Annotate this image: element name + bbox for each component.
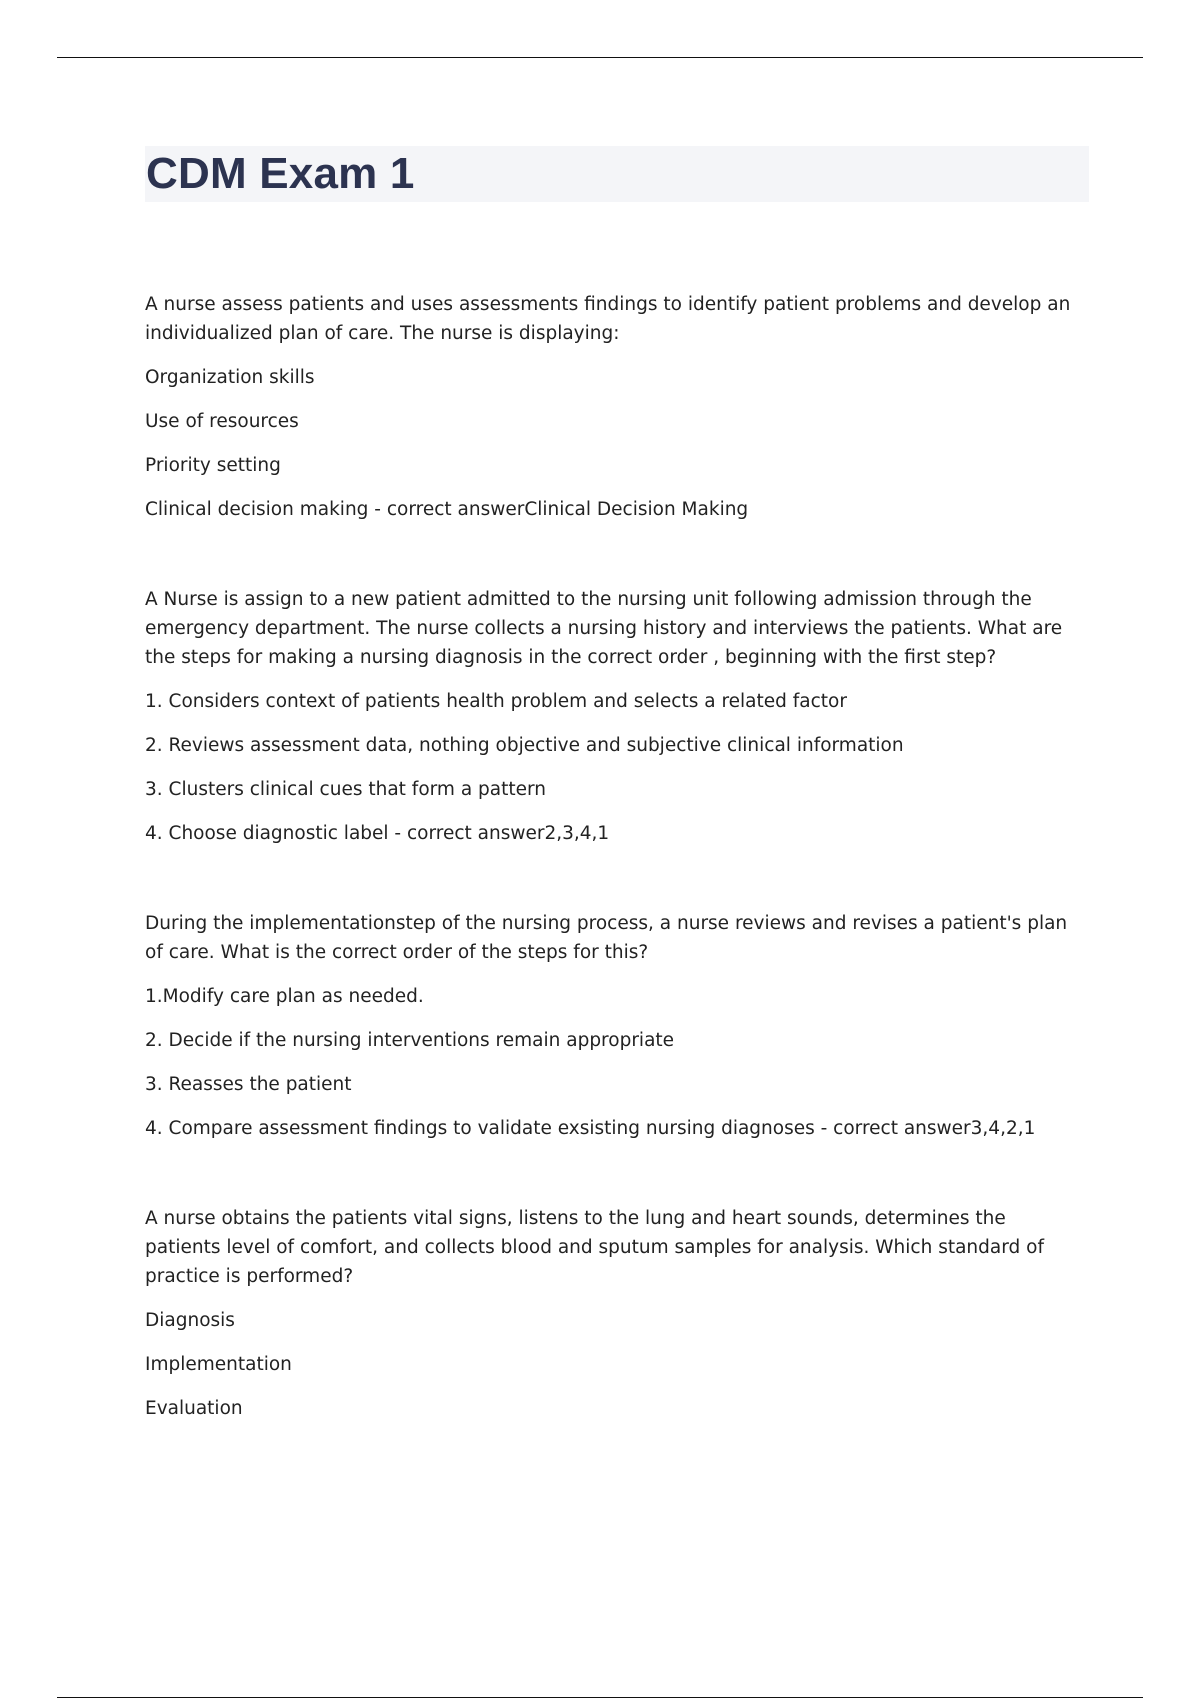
question-text: A Nurse is assign to a new patient admitted to the nursing unit following admission through the emergency department. The nurse collects a nursing history and interviews the patients. What are the steps for making a nursing diagnosis in the correct order , beginning with the first step? (145, 589, 1063, 668)
page-title: CDM Exam 1 (146, 149, 415, 198)
answer-option: 3. Clusters clinical cues that form a pattern (145, 779, 547, 800)
question-block-2 (145, 585, 1085, 848)
question-text: A nurse assess patients and uses assessments findings to identify patient problems and develop an individualized plan of care. The nurse is displaying: (145, 294, 1071, 344)
answer-option: 2. Reviews assessment data, nothing objective and subjective clinical information (145, 735, 904, 756)
answer-option: Priority setting (145, 455, 281, 476)
answer-option: 4. Compare assessment findings to validate exsisting nursing diagnoses - correct answer3,4,2,1 (145, 1118, 1036, 1139)
answer-option: 2. Decide if the nursing interventions remain appropriate (145, 1030, 675, 1051)
answer-option: Use of resources (145, 411, 299, 432)
question-block-1 (145, 290, 1085, 524)
question-block-3 (145, 909, 1085, 1143)
question-block-4 (145, 1204, 1085, 1423)
top-rule (57, 57, 1143, 58)
answer-option: Evaluation (145, 1398, 243, 1419)
question-text: A nurse obtains the patients vital signs, listens to the lung and heart sounds, determines the patients level of comfort, and collects blood and sputum samples for analysis. Which standard of practice is performed? (145, 1208, 1044, 1287)
bottom-rule (57, 1697, 1143, 1698)
answer-option: Organization skills (145, 367, 315, 388)
answer-option: Clinical decision making - correct answerClinical Decision Making (145, 499, 749, 520)
document-body (145, 290, 1085, 1484)
answer-option: Implementation (145, 1354, 292, 1375)
answer-option: Diagnosis (145, 1310, 235, 1331)
question-text: During the implementationstep of the nursing process, a nurse reviews and revises a patient's plan of care. What is the correct order of the steps for this? (145, 913, 1068, 963)
answer-option: 4. Choose diagnostic label - correct answer2,3,4,1 (145, 823, 610, 844)
answer-option: 1. Considers context of patients health problem and selects a related factor (145, 691, 847, 712)
answer-option: 3. Reasses the patient (145, 1074, 352, 1095)
answer-option: 1.Modify care plan as needed. (145, 986, 424, 1007)
